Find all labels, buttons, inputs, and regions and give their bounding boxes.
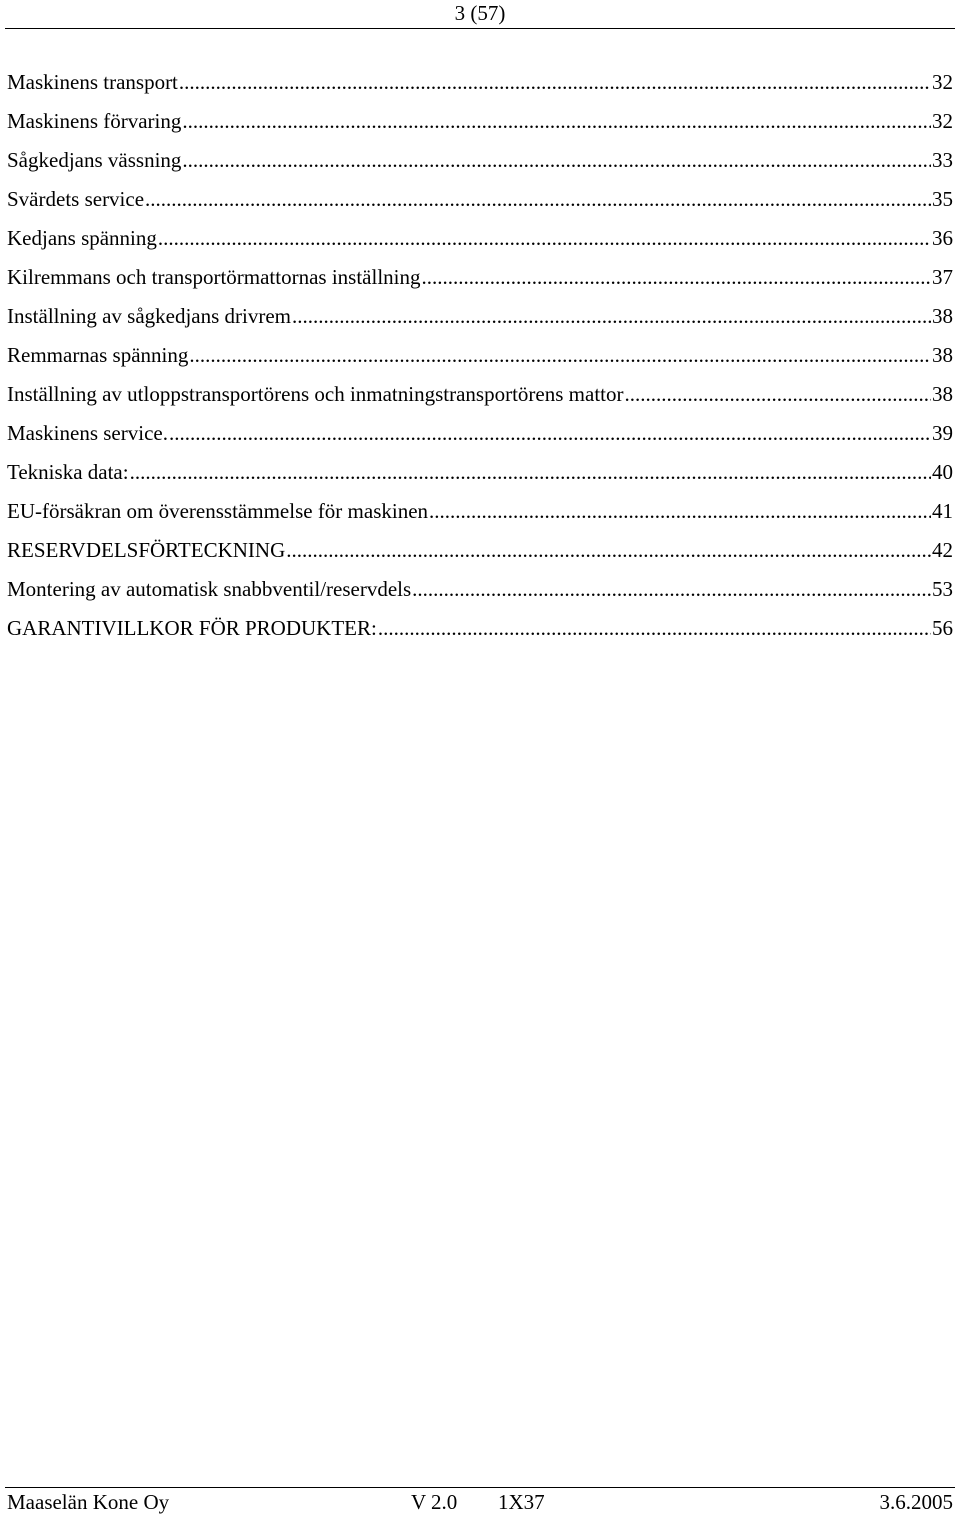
toc-entry-page: 41 [932,499,953,523]
table-of-contents [7,63,953,648]
toc-entry-title: Tekniska data: [7,460,129,484]
footer-date: 3.6.2005 [879,1490,953,1514]
toc-entry[interactable] [7,219,953,258]
toc-entry[interactable] [7,570,953,609]
toc-entry-title: Maskinens transport [7,70,178,94]
toc-entry-title: Inställning av sågkedjans drivrem [7,304,292,328]
toc-entry-page: 35 [932,187,953,211]
toc-entry-title: Maskinens förvaring [7,109,182,133]
toc-entry-page: 37 [932,265,953,289]
toc-entry-title: Inställning av utloppstransportörens och inmatningstransportörens mattor [7,382,624,406]
toc-dot-leader [179,63,931,102]
toc-entry-page: 38 [932,343,953,367]
toc-entry[interactable] [7,102,953,141]
toc-entry-title: Svärdets service [7,187,145,211]
toc-entry-title: Remmarnas spänning [7,343,189,367]
toc-entry[interactable] [7,63,953,102]
toc-entry[interactable] [7,531,953,570]
toc-dot-leader [292,297,931,336]
toc-entry[interactable] [7,180,953,219]
toc-entry[interactable] [7,609,953,648]
footer-version: V 2.0 [411,1490,458,1514]
toc-entry-title: Sågkedjans vässning [7,148,182,172]
toc-entry-page: 32 [932,109,953,133]
toc-entry[interactable] [7,375,953,414]
toc-dot-leader [422,258,932,297]
footer-model: 1X37 [498,1490,545,1514]
toc-entry-page: 38 [932,382,953,406]
toc-entry-title: Maskinens service. [7,421,168,445]
toc-entry[interactable] [7,258,953,297]
page-number-header: 3 (57) [454,1,506,25]
toc-dot-leader [189,336,931,375]
toc-entry-page: 42 [932,538,953,562]
toc-entry[interactable] [7,492,953,531]
toc-dot-leader [169,414,931,453]
toc-entry-page: 38 [932,304,953,328]
toc-entry-title: GARANTIVILLKOR FÖR PRODUKTER: [7,616,377,640]
toc-entry[interactable] [7,336,953,375]
toc-entry-page: 32 [932,70,953,94]
toc-entry[interactable] [7,453,953,492]
toc-entry[interactable] [7,297,953,336]
toc-entry[interactable] [7,414,953,453]
toc-dot-leader [286,531,931,570]
toc-entry-title: Kedjans spänning [7,226,157,250]
toc-entry-title: Montering av automatisk snabbventil/reservdels [7,577,412,601]
toc-dot-leader [158,219,931,258]
toc-entry-page: 33 [932,148,953,172]
toc-dot-leader [182,141,931,180]
footer-company: Maaselän Kone Oy [7,1490,170,1514]
toc-dot-leader [378,609,931,648]
toc-dot-leader [429,492,931,531]
toc-dot-leader [145,180,931,219]
toc-entry-page: 36 [932,226,953,250]
toc-entry-page: 53 [932,577,953,601]
toc-entry-title: EU-försäkran om överensstämmelse för maskinen [7,499,429,523]
toc-entry-page: 39 [932,421,953,445]
toc-dot-leader [624,375,931,414]
footer-divider [5,1487,955,1488]
header-divider [5,28,955,29]
toc-dot-leader [412,570,931,609]
toc-entry-title: RESERVDELSFÖRTECKNING [7,538,286,562]
toc-dot-leader [182,102,931,141]
toc-dot-leader [130,453,931,492]
toc-entry-title: Kilremmans och transportörmattornas inställning [7,265,421,289]
toc-entry[interactable] [7,141,953,180]
toc-entry-page: 40 [932,460,953,484]
toc-entry-page: 56 [932,616,953,640]
